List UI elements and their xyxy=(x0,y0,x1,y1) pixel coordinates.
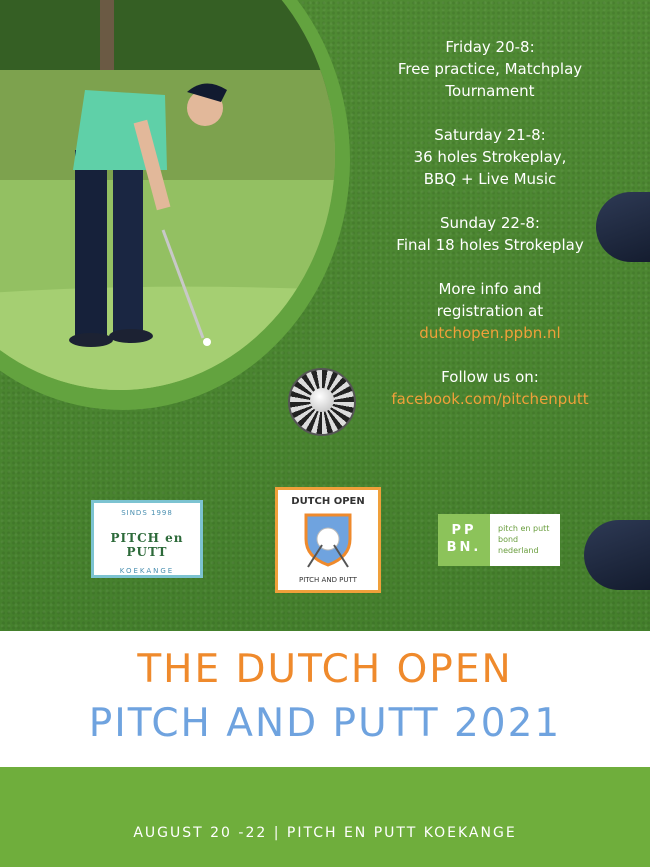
schedule-sunday xyxy=(360,212,620,256)
ppbn-mark-line1: PP xyxy=(451,523,477,538)
saturday-day: Saturday 21-8: xyxy=(434,126,546,144)
ppbn-text xyxy=(498,523,549,556)
facebook-link[interactable]: facebook.com/pitchenputt xyxy=(391,390,589,408)
ppbn-mark-line2: BN. xyxy=(446,540,482,555)
dutch-open-logo xyxy=(275,487,381,593)
ppbn-logo xyxy=(438,514,560,566)
schedule-saturday xyxy=(360,124,620,190)
saturday-line2: BBQ + Live Music xyxy=(423,170,557,188)
title-line1: THE DUTCH OPEN xyxy=(137,647,513,692)
event-schedule xyxy=(360,36,620,432)
shoe-bottom-image xyxy=(584,520,650,590)
registration-link[interactable]: dutchopen.ppbn.nl xyxy=(419,324,561,342)
golf-hole-icon xyxy=(288,368,356,436)
golfer-illustration xyxy=(0,0,335,390)
title-banner xyxy=(0,631,650,767)
friday-day: Friday 20-8: xyxy=(445,38,535,56)
shield-icon xyxy=(298,509,358,569)
dutch-open-logo-title: DUTCH OPEN xyxy=(291,496,365,507)
info-line2: registration at xyxy=(436,302,544,320)
footer-text: AUGUST 20 -22 | PITCH EN PUTT KOEKANGE xyxy=(133,825,517,841)
info-line1: More info and xyxy=(438,280,542,298)
golf-ball-icon xyxy=(310,388,334,412)
title-line2: PITCH AND PUTT 2021 xyxy=(88,701,562,746)
schedule-friday xyxy=(360,36,620,102)
schedule-info xyxy=(360,278,620,344)
golfer-photo xyxy=(0,0,335,390)
club-logo xyxy=(91,500,203,578)
ppbn-text-line2: bond xyxy=(498,535,519,544)
sunday-line1: Final 18 holes Strokeplay xyxy=(396,236,584,254)
dutch-open-logo-subtitle: PITCH AND PUTT xyxy=(299,576,357,584)
saturday-line1: 36 holes Strokeplay, xyxy=(413,148,567,166)
follow-label: Follow us on: xyxy=(441,368,539,386)
footer-bar xyxy=(0,767,650,867)
friday-line1: Free practice, Matchplay xyxy=(397,60,583,78)
sunday-day: Sunday 22-8: xyxy=(440,214,540,232)
ppbn-text-line1: pitch en putt xyxy=(498,524,550,533)
ppbn-text-line3: nederland xyxy=(498,546,539,555)
friday-line2: Tournament xyxy=(445,82,535,100)
club-logo-top: SINDS 1998 xyxy=(121,509,173,517)
ppbn-mark xyxy=(438,514,490,566)
club-logo-name: PITCH en PUTT xyxy=(110,531,184,559)
club-logo-bottom: KOEKANGE xyxy=(119,567,175,575)
schedule-follow xyxy=(360,366,620,410)
